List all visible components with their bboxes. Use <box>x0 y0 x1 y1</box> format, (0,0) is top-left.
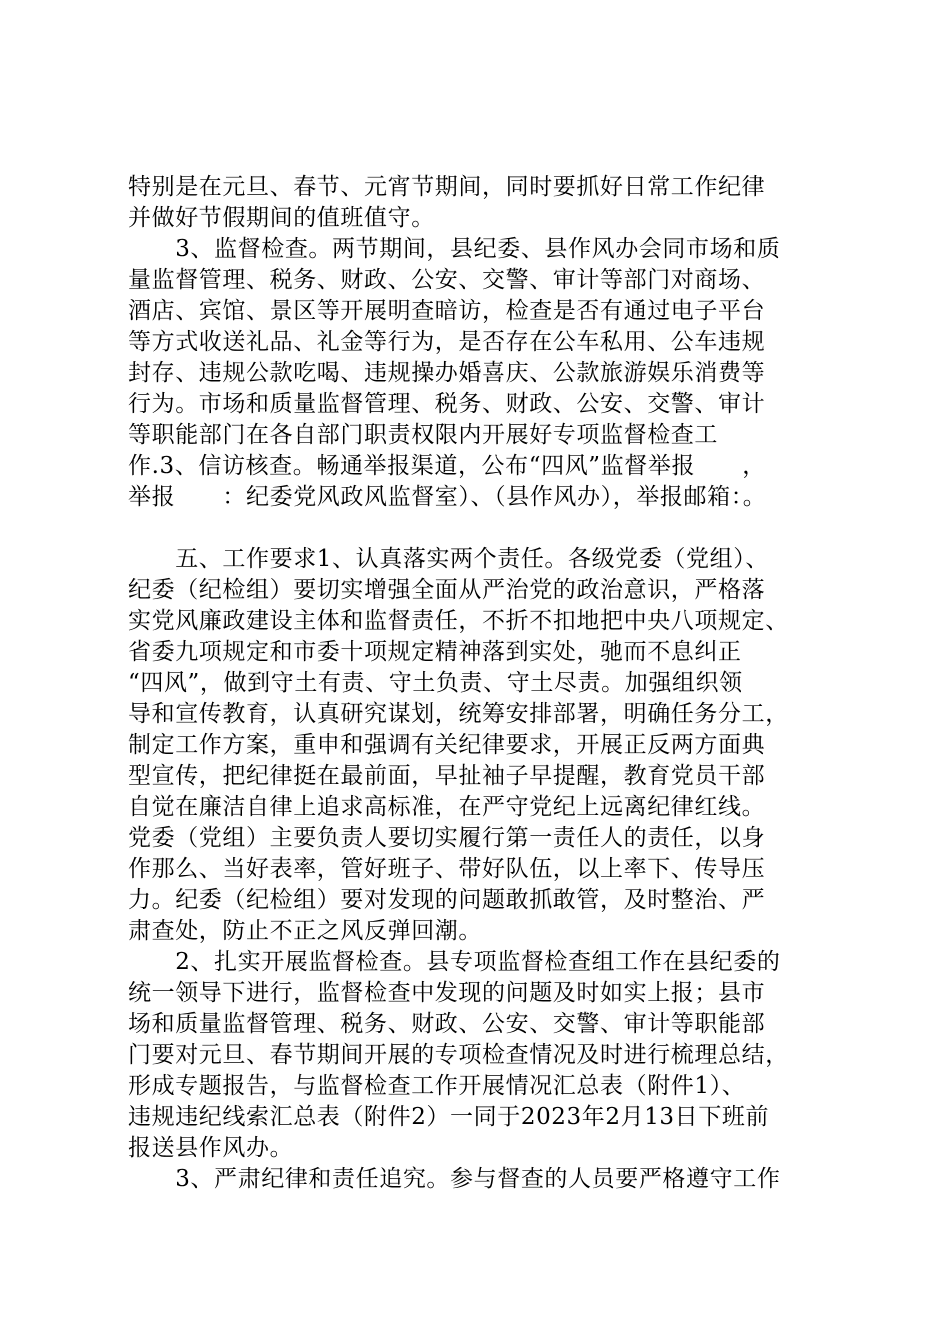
text-line: 五、工作要求1、认真落实两个责任。各级党委（党组）、 <box>128 546 769 572</box>
text-line: 等方式收送礼品、礼金等行为，是否存在公车私用、公车违规 <box>128 329 766 355</box>
text-line: 2、扎实开展监督检查。县专项监督检查组工作在县纪委的 <box>128 949 781 975</box>
text-line: 违规违纪线索汇总表（附件2）一同于2023年2月13日下班前 <box>128 1104 770 1130</box>
document-body <box>128 172 828 1195</box>
text-line: 纪委（纪检组）要切实增强全面从严治党的政治意识，严格落 <box>128 577 766 603</box>
text-line: 型宣传，把纪律挺在最前面，早扯袖子早提醒，教育党员干部 <box>128 763 766 789</box>
text-line: 自觉在廉洁自律上追求高标准，在严守党纪上远离纪律红线。 <box>128 794 766 820</box>
text-line: 3、监督检查。两节期间，县纪委、县作风办会同市场和质 <box>128 236 781 262</box>
text-line: 形成专题报告，与监督检查工作开展情况汇总表（附件1）、 <box>128 1073 746 1099</box>
text-line: “四风”，做到守土有责、守土负责、守土尽责。加强组织领 <box>128 670 743 696</box>
text-line: 导和宣传教育，认真研究谋划，统筹安排部署，明确任务分工， <box>128 701 789 727</box>
text-line: 等职能部门在各自部门职责权限内开展好专项监督检查工 <box>128 422 718 448</box>
text-line: 行为。市场和质量监督管理、税务、财政、公安、交警、审计 <box>128 391 766 417</box>
text-line: 作那么、当好表率，管好班子、带好队伍，以上率下、传导压 <box>128 856 766 882</box>
text-line: 门要对元旦、春节期间开展的专项检查情况及时进行梳理总结， <box>128 1042 789 1068</box>
text-line: 统一领导下进行，监督检查中发现的问题及时如实上报；县市 <box>128 980 766 1006</box>
text-line: 实党风廉政建设主体和监督责任，不折不扣地把中央八项规定、 <box>128 608 789 634</box>
text-line: 酒店、宾馆、景区等开展明查暗访，检查是否有通过电子平台 <box>128 298 766 324</box>
text-line: 举报 ：纪委党风政风监督室）、（县作风办），举报邮箱：。 <box>128 484 767 510</box>
text-line: 3、严肃纪律和责任追究。参与督查的人员要严格遵守工作 <box>128 1166 781 1192</box>
text-line: 并做好节假期间的值班值守。 <box>128 205 435 231</box>
paragraph-gap <box>128 513 828 544</box>
text-line: 封存、违规公款吃喝、违规操办婚喜庆、公款旅游娱乐消费等 <box>128 360 766 386</box>
text-line: 制定工作方案，重申和强调有关纪律要求，开展正反两方面典 <box>128 732 766 758</box>
text-line: 报送县作风办。 <box>128 1135 294 1161</box>
text-line: 力。纪委（纪检组）要对发现的问题敢抓敢管，及时整治、严 <box>128 887 766 913</box>
text-line: 量监督管理、税务、财政、公安、交警、审计等部门对商场、 <box>128 267 766 293</box>
text-line: 作.3、信访核查。畅通举报渠道，公布“四风”监督举报 ， <box>128 453 766 479</box>
text-line: 党委（党组）主要负责人要切实履行第一责任人的责任，以身 <box>128 825 766 851</box>
text-line: 特别是在元旦、春节、元宵节期间，同时要抓好日常工作纪律 <box>128 174 766 200</box>
text-line: 场和质量监督管理、税务、财政、公安、交警、审计等职能部 <box>128 1011 766 1037</box>
text-line: 省委九项规定和市委十项规定精神落到实处，驰而不息纠正 <box>128 639 742 665</box>
text-line: 肃查处，防止不正之风反弹回潮。 <box>128 918 482 944</box>
